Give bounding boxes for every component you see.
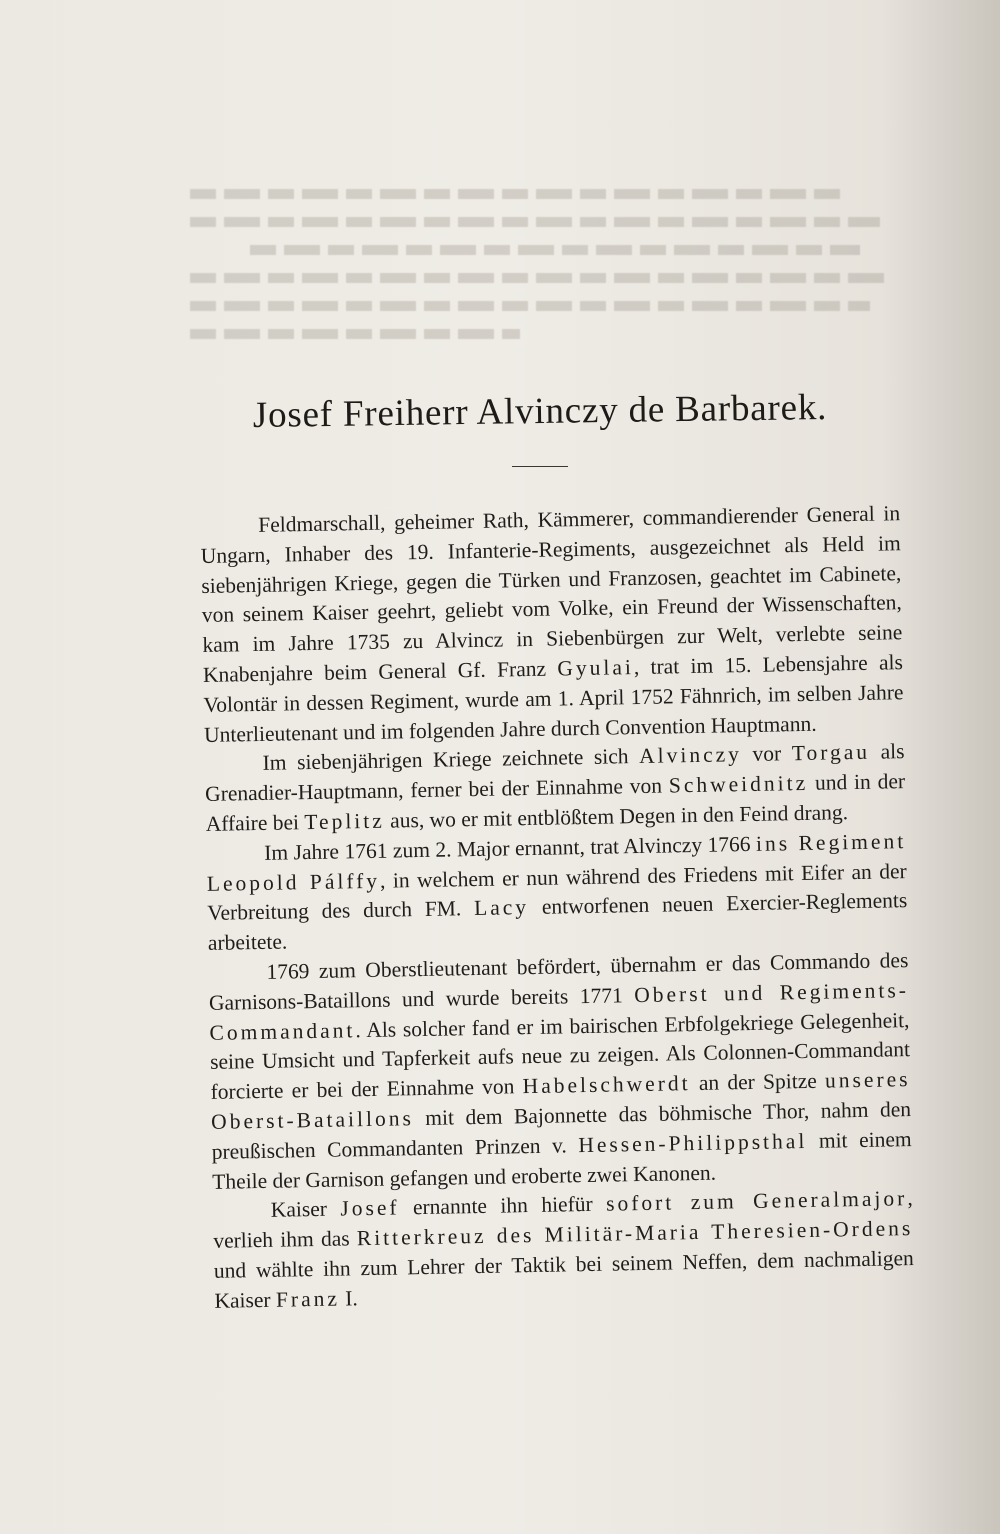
text-segment: mit dem Bajonnette das böhmische Thor, nahm den preußischen Commandanten Prinzen v. (211, 1097, 912, 1164)
text-segment: ernannte ihn hiefür (399, 1192, 607, 1220)
spaced-name: Franz (275, 1286, 341, 1312)
spaced-name: Teplitz (304, 808, 386, 835)
body-text (200, 499, 915, 1316)
text-segment: als Grenadier-Hauptmann, ferner bei der Einnahme von (204, 739, 905, 807)
spaced-name: ins Regiment Leopold Pálffy (206, 828, 907, 896)
paragraph-2 (204, 738, 906, 840)
show-through-text (190, 180, 910, 348)
paragraph-3 (206, 827, 908, 959)
spaced-name: unseres Oberst-Bataillons (210, 1067, 911, 1134)
spaced-name: Alvinczy (638, 742, 743, 769)
text-segment: und in der Affaire bei (205, 769, 906, 836)
text-segment: und wählte ihn zum Lehrer der Taktik bei seinem Neffen, dem nachmaligen Kaiser (213, 1245, 915, 1313)
spaced-name: Schweidnitz (668, 771, 809, 798)
spaced-name: Torgau (791, 740, 871, 766)
text-segment: Im Jahre 1761 zum 2. Major ernannt, trat Alvinczy 1766 (264, 831, 757, 865)
paragraph-5 (213, 1184, 915, 1316)
spaced-name: Habelschwerdt (522, 1071, 691, 1099)
text-segment: . Als solcher fand er im bairischen Erbfolgekriege Gelegenheit, seine Umsicht und Tapferkeit aufs neue zu zeigen. Als Colonnen-Commandant forcierte er bei der Einnahme von (209, 1007, 911, 1105)
spaced-name: Gyulai (557, 655, 635, 681)
text-segment: vor (741, 741, 793, 767)
paragraph-1 (200, 499, 904, 750)
title-divider (512, 466, 568, 467)
text-segment: , verlieh ihm das (213, 1186, 913, 1254)
text-segment: entworfenen neuen Exercier-Reglements arbeitete. (207, 888, 908, 956)
spaced-name: sofort zum Generalmajor (605, 1186, 908, 1217)
text-segment: 1769 zum Oberstlieutenant befördert, übernahm er das Commando des Garnisons-Bataillons und wurde bereits 1771 (208, 948, 909, 1015)
text-segment: aus, wo er mit entblößtem Degen in den Feind drang. (384, 800, 849, 833)
text-segment: mit einem Theile der Garnison gefangen und eroberte zwei Kanonen. (212, 1126, 912, 1194)
text-segment: Im siebenjährigen Kriege zeichnete sich (262, 744, 640, 776)
spaced-name: Josef (340, 1195, 400, 1221)
spaced-name: Oberst und Regiments-Commandant (209, 977, 910, 1045)
paragraph-4 (208, 946, 912, 1197)
text-segment: Kaiser (270, 1196, 341, 1223)
text-segment: an der Spitze (690, 1068, 826, 1096)
page-title: Josef Freiherr Alvinczy de Barbarek. (252, 386, 828, 437)
spaced-name: Hessen-Philippsthal (578, 1128, 808, 1157)
text-segment: , in welchem er nun während des Friedens mit Eifer an der Verbreitung des durch FM. (207, 858, 907, 926)
spaced-name: Lacy (473, 895, 530, 921)
text-segment: , trat im 15. Lebensjahre als Volontär in dessen Regiment, wurde am 1. April 1752 Fähnrich, im selben Jahre Unterlieutenant und im folgenden Jahre durch Convention Hauptmann. (203, 650, 904, 747)
spaced-name: Ritterkreuz des Militär-Maria Theresien-Ordens (356, 1216, 914, 1251)
text-segment: I. (339, 1285, 359, 1311)
text-segment: Feldmarschall, geheimer Rath, Kämmerer, commandierender General in Ungarn, Inhaber des 19. Infanterie-Regiments, ausgezeichnet als Held im siebenjährigen Kriege, gegen die Türken und Franzosen, geachtet im Cabinete, von seinem Kaiser geehrt, geliebt vom Volke, ein Freund der Wissenschaften, kam im Jahre 1735 zu Alvincz in Siebenbürgen zur Welt, verlebte seine Knabenjahre beim General Gf. Franz (200, 501, 903, 687)
